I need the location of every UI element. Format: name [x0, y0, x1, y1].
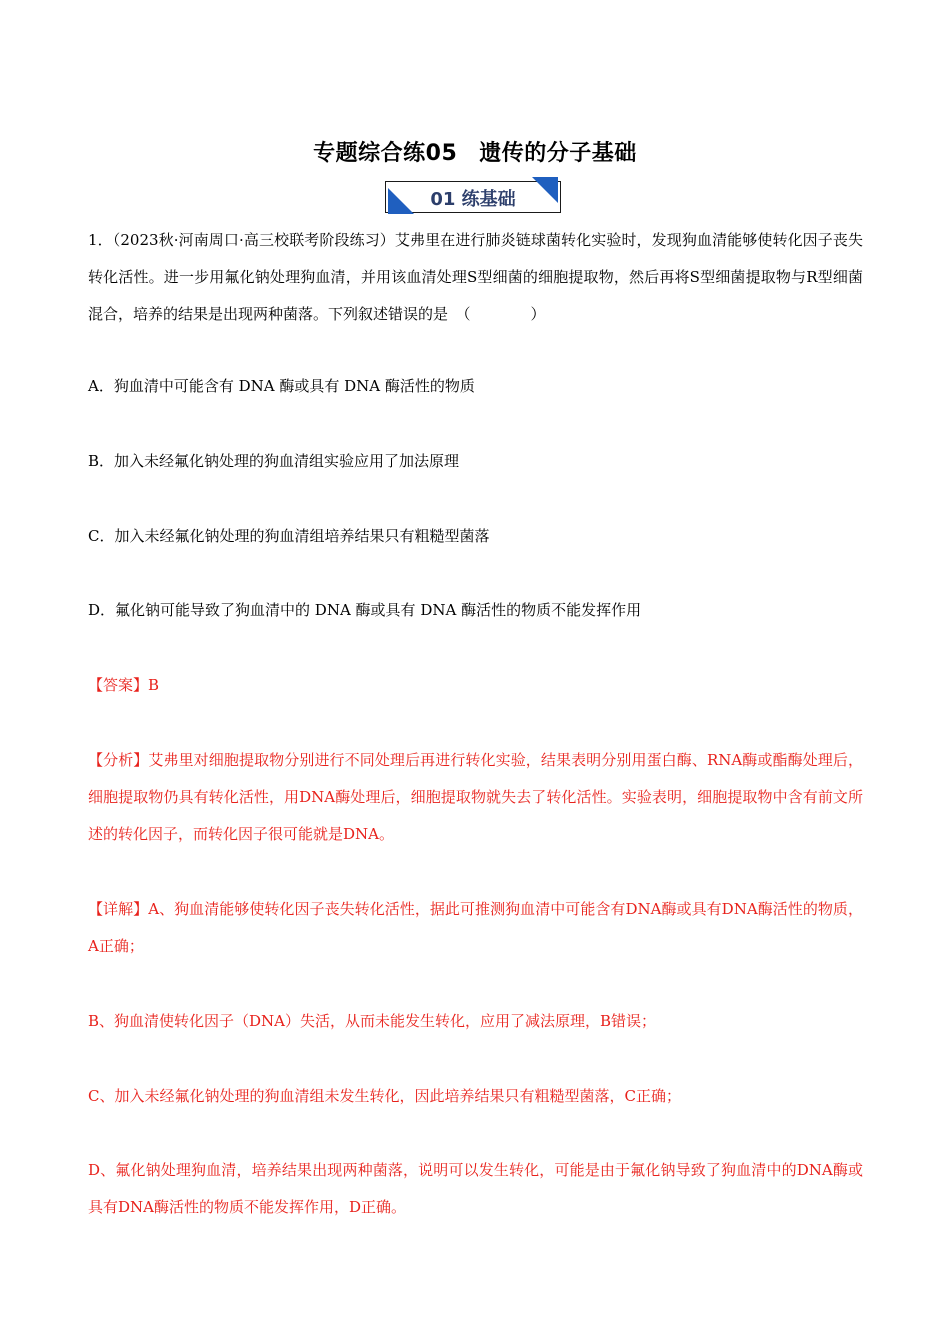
option-b: B．加入未经氟化钠处理的狗血清组实验应用了加法原理 [88, 452, 460, 470]
answer-value: B [148, 676, 160, 694]
detail-d: D、氟化钠处理狗血清，培养结果出现两种菌落，说明可以发生转化，可能是由于氟化钠导致了狗血清中的DNA酶或具有DNA酶活性的物质不能发挥作用，D正确。 [88, 1161, 863, 1216]
detail-c: C、加入未经氟化钠处理的狗血清组未发生转化，因此培养结果只有粗糙型菌落，C正确； [88, 1087, 681, 1105]
question-stem [88, 222, 863, 333]
page-title [0, 136, 950, 167]
option-c: C．加入未经氟化钠处理的狗血清组培养结果只有粗糙型菌落 [88, 527, 490, 545]
title-main: 专题综合练05 [313, 141, 458, 166]
analysis-text: 艾弗里对细胞提取物分别进行不同处理后再进行转化实验，结果表明分别用蛋白酶、RNA酶或酯酶处理后，细胞提取物仍具有转化活性，用DNA酶处理后，细胞提取物就失去了转化活性。实验表明，细胞提取物中含有前文所述的转化因子，而转化因子很可能就是DNA。 [88, 751, 863, 843]
answer-tag: 【答案】 [88, 676, 149, 694]
detail-b: B、狗血清使转化因子（DNA）失活，从而未能发生转化，应用了减法原理，B错误； [88, 1012, 657, 1030]
title-sub: 遗传的分子基础 [479, 141, 637, 166]
question-number: 1． [88, 231, 113, 249]
detail-item-a: A、狗血清能够使转化因子丧失转化活性，据此可推测狗血清中可能含有DNA酶或具有DNA酶活性的物质，A正确； [88, 900, 863, 955]
option-a: A．狗血清中可能含有 DNA 酶或具有 DNA 酶活性的物质 [88, 377, 475, 395]
badge-label: 01 练基础 [430, 189, 516, 210]
analysis-block [88, 742, 863, 853]
question-stem-text: （2023秋·河南周口·高三校联考阶段练习）艾弗里在进行肺炎链球菌转化实验时，发现狗血清能够使转化因子丧失转化活性。进一步用氟化钠处理狗血清，并用该血清处理S型细菌的细胞提取物，然后再将S型细菌提取物与R型细菌混合，培养的结果是出现两种菌落。下列叙述错误的是 （ ） [88, 231, 863, 323]
option-d: D．氟化钠可能导致了狗血清中的 DNA 酶或具有 DNA 酶活性的物质不能发挥作用 [88, 601, 642, 619]
answer-line [88, 667, 863, 704]
section-badge [385, 177, 561, 215]
detail-a [88, 891, 863, 965]
detail-tag: 【详解】 [88, 900, 149, 918]
analysis-tag: 【分析】 [88, 751, 149, 769]
